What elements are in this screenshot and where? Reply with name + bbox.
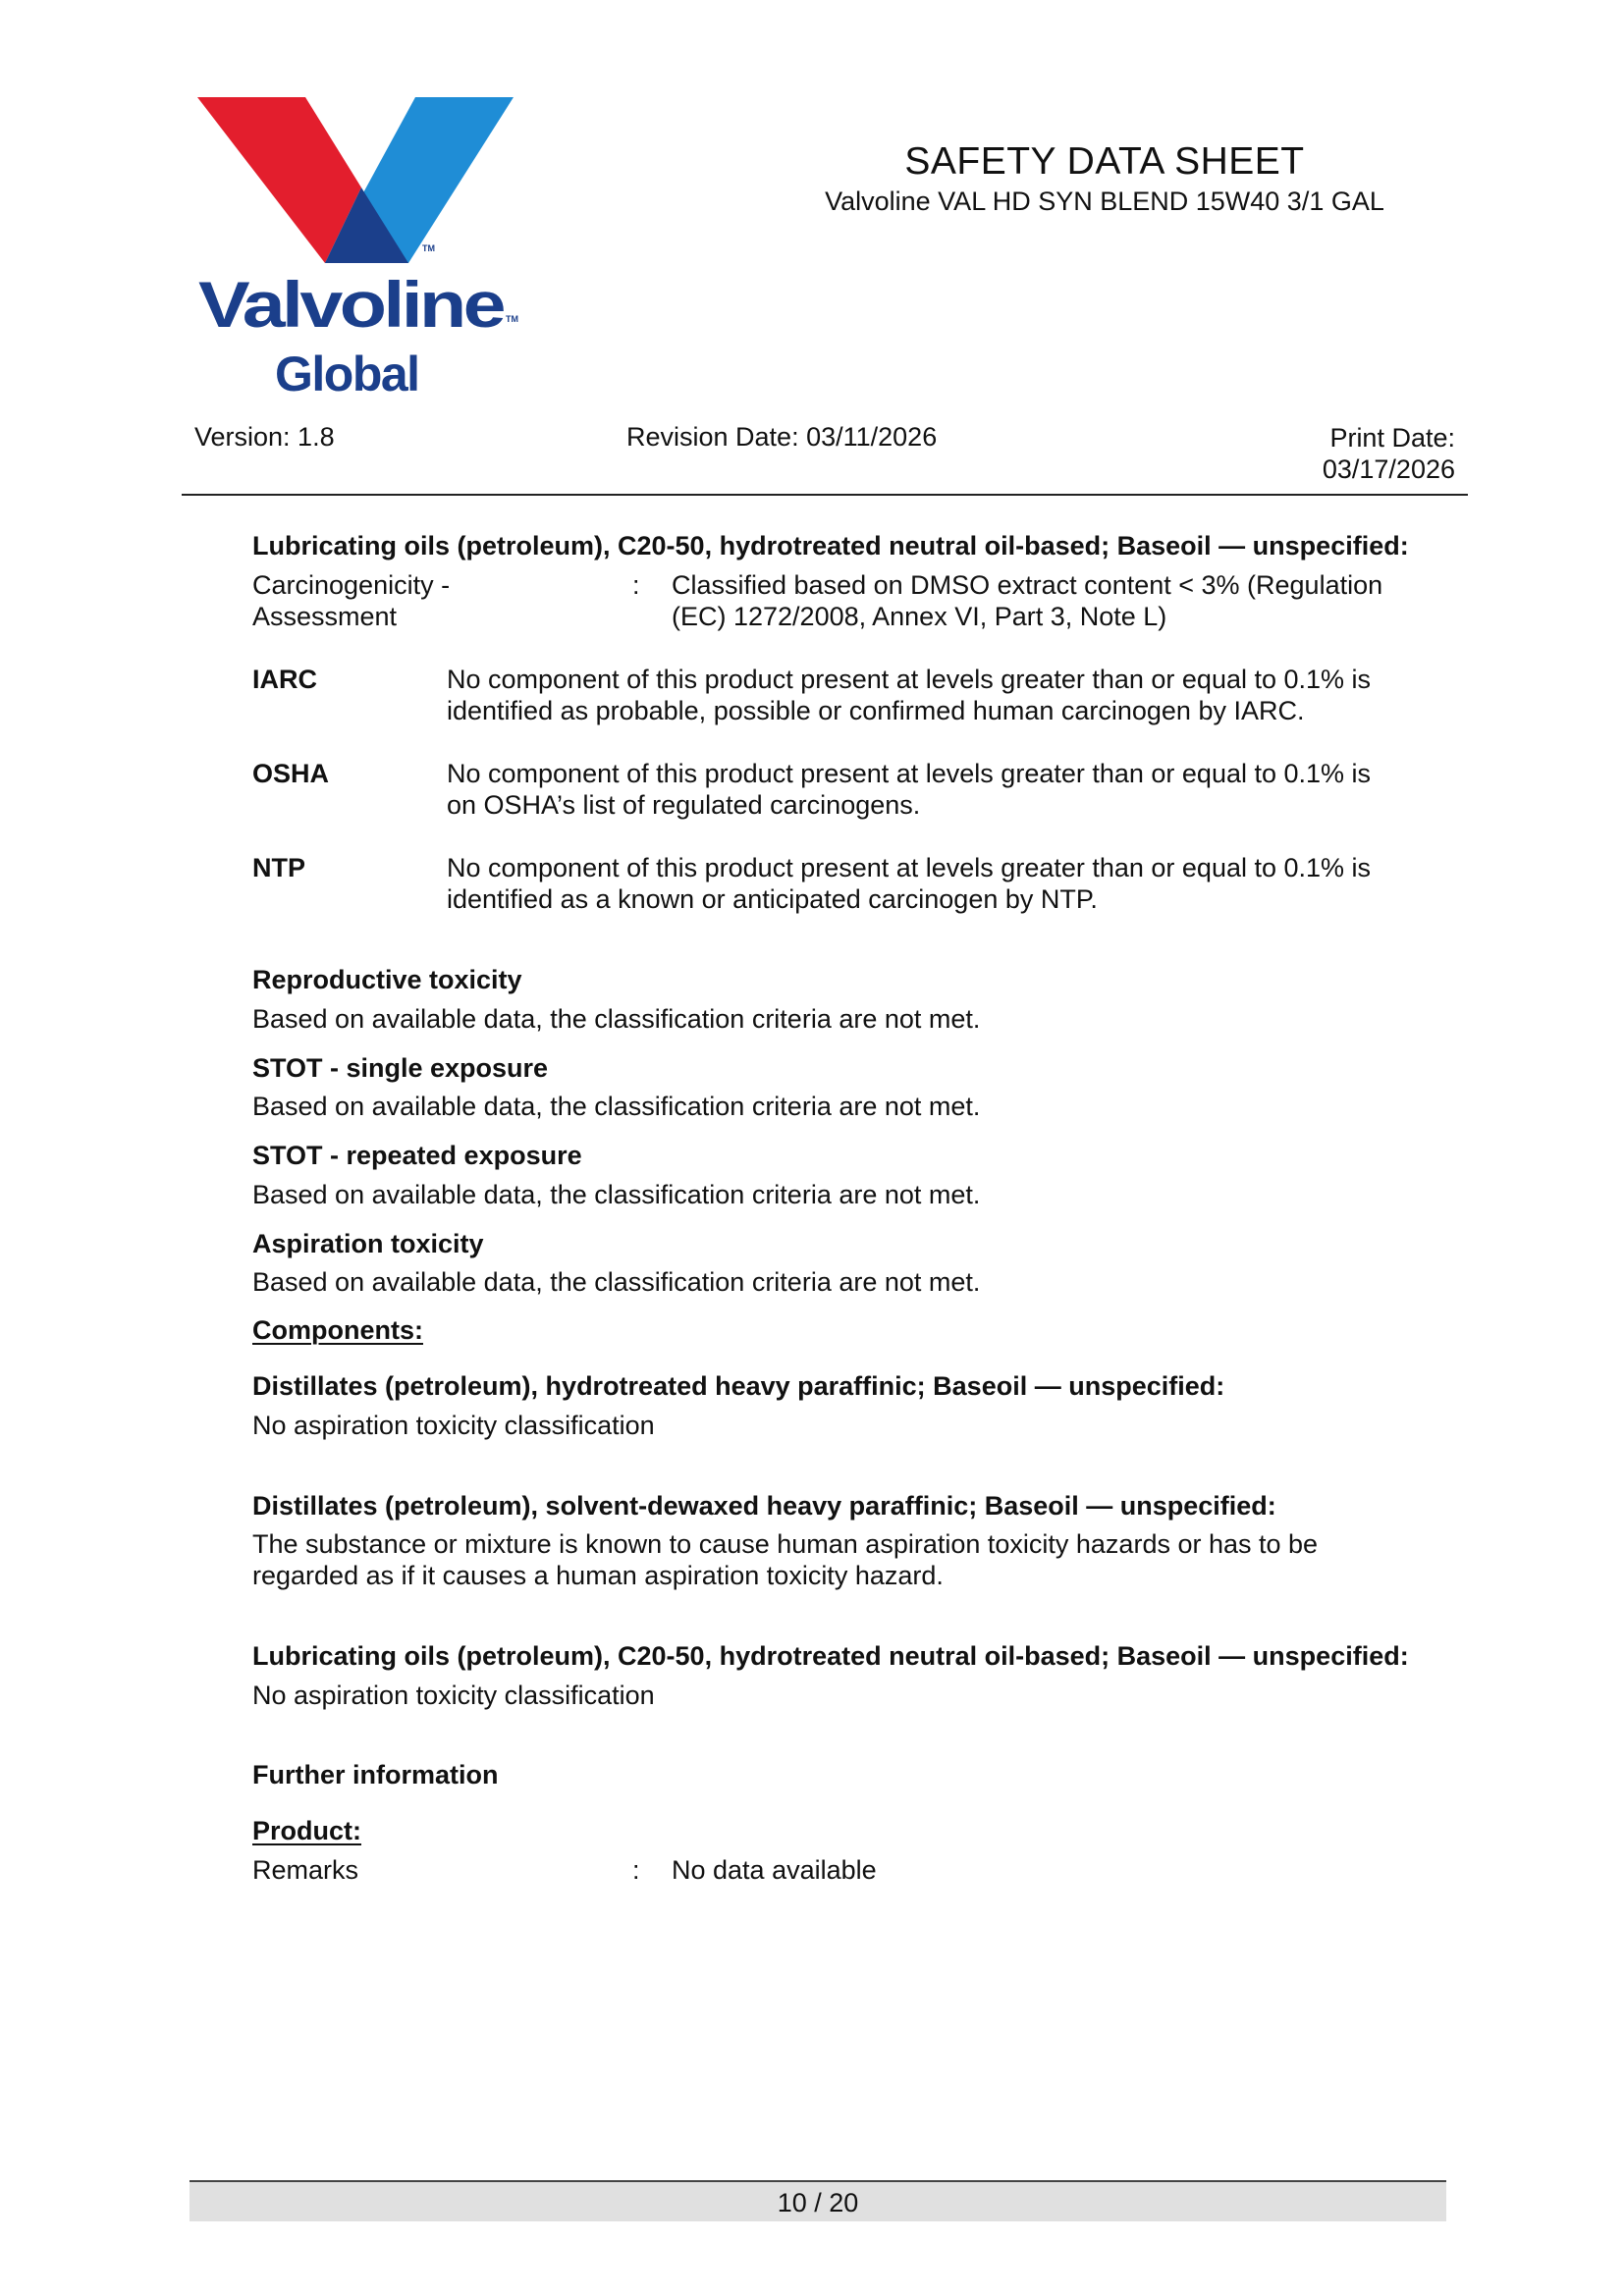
header-divider: [182, 494, 1468, 496]
agency-ntp: NTP: [252, 853, 305, 882]
agency-iarc-text: [447, 664, 1429, 726]
print-date-label: Print Date:: [1329, 423, 1455, 453]
logo-tagline: Global: [275, 347, 419, 399]
component-name: Distillates (petroleum), solvent-dewaxed heavy paraffinic; Baseoil — unspecified:: [252, 1491, 1276, 1521]
component-text: No aspiration toxicity classification: [252, 1681, 655, 1710]
agency-text-line: No component of this product present at levels greater than or equal to 0.1% is: [447, 853, 1372, 882]
substance-heading: Lubricating oils (petroleum), C20-50, hydrotreated neutral oil-based; Baseoil — unspecified:: [252, 531, 1409, 561]
print-date-value: 03/17/2026: [1322, 454, 1455, 484]
component-text: No aspiration toxicity classification: [252, 1411, 655, 1440]
section-text-stot-single: Based on available data, the classification criteria are not met.: [252, 1092, 981, 1121]
document-title: SAFETY DATA SHEET: [904, 140, 1305, 183]
agency-iarc: IARC: [252, 665, 317, 694]
agency-ntp-text: [447, 852, 1429, 915]
carcinogenicity-value-line: (EC) 1272/2008, Annex VI, Part 3, Note L): [672, 602, 1167, 631]
component-text: [252, 1528, 1318, 1591]
agency-text-line: identified as probable, possible or confirmed human carcinogen by IARC.: [447, 696, 1305, 725]
version: Version: 1.8: [194, 422, 335, 452]
further-info-heading: Further information: [252, 1760, 499, 1789]
logo-tm-mark: TM: [422, 243, 435, 253]
agency-text-line: identified as a known or anticipated carcinogen by NTP.: [447, 884, 1098, 914]
page-number: 10 / 20: [777, 2188, 859, 2217]
carcinogenicity-label: [252, 569, 450, 632]
product-heading: Product:: [252, 1816, 361, 1845]
product-name: Valvoline VAL HD SYN BLEND 15W40 3/1 GAL: [825, 187, 1384, 216]
colon-separator: :: [632, 570, 640, 600]
agency-text-line: No component of this product present at levels greater than or equal to 0.1% is: [447, 759, 1372, 788]
section-heading-reproductive: Reproductive toxicity: [252, 965, 522, 994]
logo-tm-mark-2: TM: [506, 314, 518, 324]
print-date: [1323, 422, 1455, 485]
valvoline-global-logo: [194, 94, 528, 399]
remarks-value: No data available: [672, 1855, 877, 1885]
section-heading-aspiration: Aspiration toxicity: [252, 1229, 484, 1258]
logo-wordmark: Valvoline: [198, 268, 505, 341]
agency-text-line: on OSHA’s list of regulated carcinogens.: [447, 790, 921, 820]
section-heading-stot-repeated: STOT - repeated exposure: [252, 1141, 582, 1170]
component-text-line: The substance or mixture is known to cause human aspiration toxicity hazards or has to be: [252, 1529, 1319, 1559]
component-name: Lubricating oils (petroleum), C20-50, hydrotreated neutral oil-based; Baseoil — unspecified:: [252, 1641, 1409, 1671]
section-text-reproductive: Based on available data, the classification criteria are not met.: [252, 1004, 981, 1034]
component-name: Distillates (petroleum), hydrotreated heavy paraffinic; Baseoil — unspecified:: [252, 1371, 1225, 1401]
section-heading-stot-single: STOT - single exposure: [252, 1053, 549, 1083]
carcinogenicity-label-line: Carcinogenicity -: [252, 570, 451, 600]
carcinogenicity-value-line: Classified based on DMSO extract content < 3% (Regulation: [672, 570, 1383, 600]
components-heading: Components:: [252, 1315, 423, 1345]
carcinogenicity-label-line: Assessment: [252, 602, 398, 631]
colon-separator: :: [632, 1855, 640, 1885]
revision-date: Revision Date: 03/11/2026: [626, 422, 938, 452]
agency-osha: OSHA: [252, 759, 330, 788]
section-text-stot-repeated: Based on available data, the classification criteria are not met.: [252, 1180, 981, 1209]
section-text-aspiration: Based on available data, the classification criteria are not met.: [252, 1267, 981, 1297]
component-text-line: regarded as if it causes a human aspiration toxicity hazard.: [252, 1561, 944, 1590]
remarks-label: Remarks: [252, 1855, 359, 1885]
carcinogenicity-value: [672, 569, 1437, 632]
agency-osha-text: [447, 758, 1429, 821]
logo-red-wing: [197, 97, 361, 263]
agency-text-line: No component of this product present at levels greater than or equal to 0.1% is: [447, 665, 1372, 694]
